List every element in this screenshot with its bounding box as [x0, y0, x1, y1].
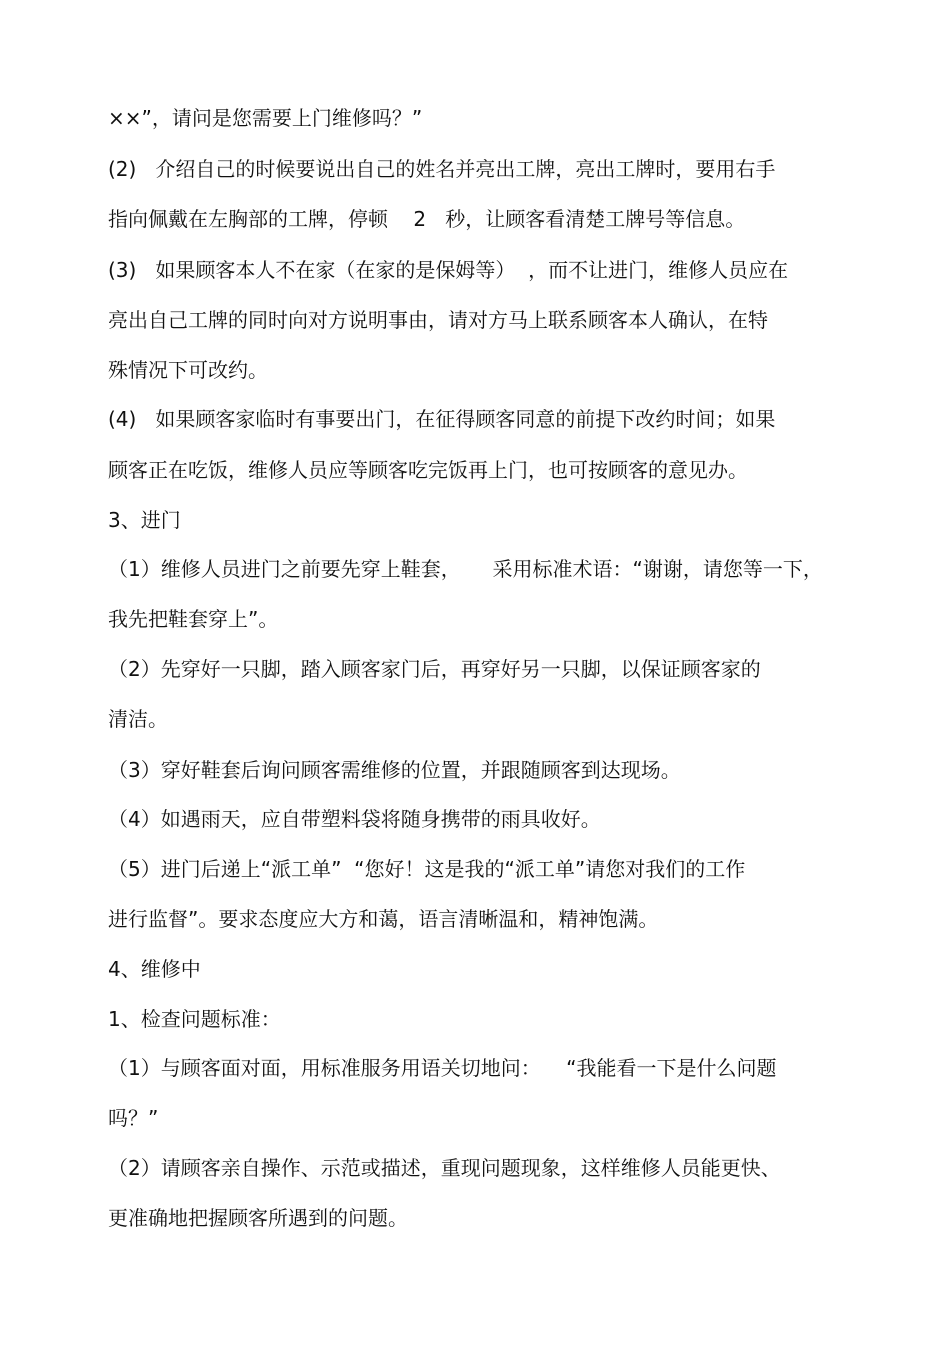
text-line: 殊情况下可改约。: [108, 358, 268, 382]
text-line: 指向佩戴在左胸部的工牌，停顿 2 秒，让顾客看清楚工牌号等信息。: [108, 207, 746, 231]
text-line: ××”，请问是您需要上门维修吗？”: [108, 106, 423, 130]
section-heading: 3、进门: [108, 508, 181, 532]
section-heading: 4、维修中: [108, 957, 201, 981]
text-line: （4）如遇雨天，应自带塑料袋将随身携带的雨具收好。: [108, 807, 601, 831]
text-line: (2) 介绍自己的时候要说出自己的姓名并亮出工牌，亮出工牌时，要用右手: [108, 157, 776, 181]
text-line: （5）进门后递上“派工单” “您好！这是我的“派工单”请您对我们的工作: [108, 857, 746, 881]
text-line: 进行监督”。要求态度应大方和蔼，语言清晰温和，精神饱满。: [108, 907, 659, 931]
text-line: 清洁。: [108, 707, 168, 731]
text-line: （2）先穿好一只脚，踏入顾客家门后，再穿好另一只脚，以保证顾客家的: [108, 657, 761, 681]
text-line: 顾客正在吃饭，维修人员应等顾客吃完饭再上门，也可按顾客的意见办。: [108, 458, 748, 482]
text-line: （3）穿好鞋套后询问顾客需维修的位置，并跟随顾客到达现场。: [108, 758, 681, 782]
text-line: (3) 如果顾客本人不在家（在家的是保姆等） ，而不让进门，维修人员应在: [108, 258, 789, 282]
text-line: （2）请顾客亲自操作、示范或描述，重现问题现象，这样维修人员能更快、: [108, 1156, 781, 1180]
sub-heading: 1、检查问题标准：: [108, 1007, 281, 1031]
text-line: （1）维修人员进门之前要先穿上鞋套， 采用标准术语：“谢谢，请您等一下，: [108, 557, 823, 581]
text-line: 亮出自己工牌的同时向对方说明事由，请对方马上联系顾客本人确认，在特: [108, 308, 768, 332]
text-line: 我先把鞋套穿上”。: [108, 607, 279, 631]
text-line: 吗？”: [108, 1106, 159, 1130]
text-line: 更准确地把握顾客所遇到的问题。: [108, 1206, 408, 1230]
text-line: （1）与顾客面对面，用标准服务用语关切地问： “我能看一下是什么问题: [108, 1056, 777, 1080]
text-line: (4) 如果顾客家临时有事要出门，在征得顾客同意的前提下改约时间；如果: [108, 407, 776, 431]
